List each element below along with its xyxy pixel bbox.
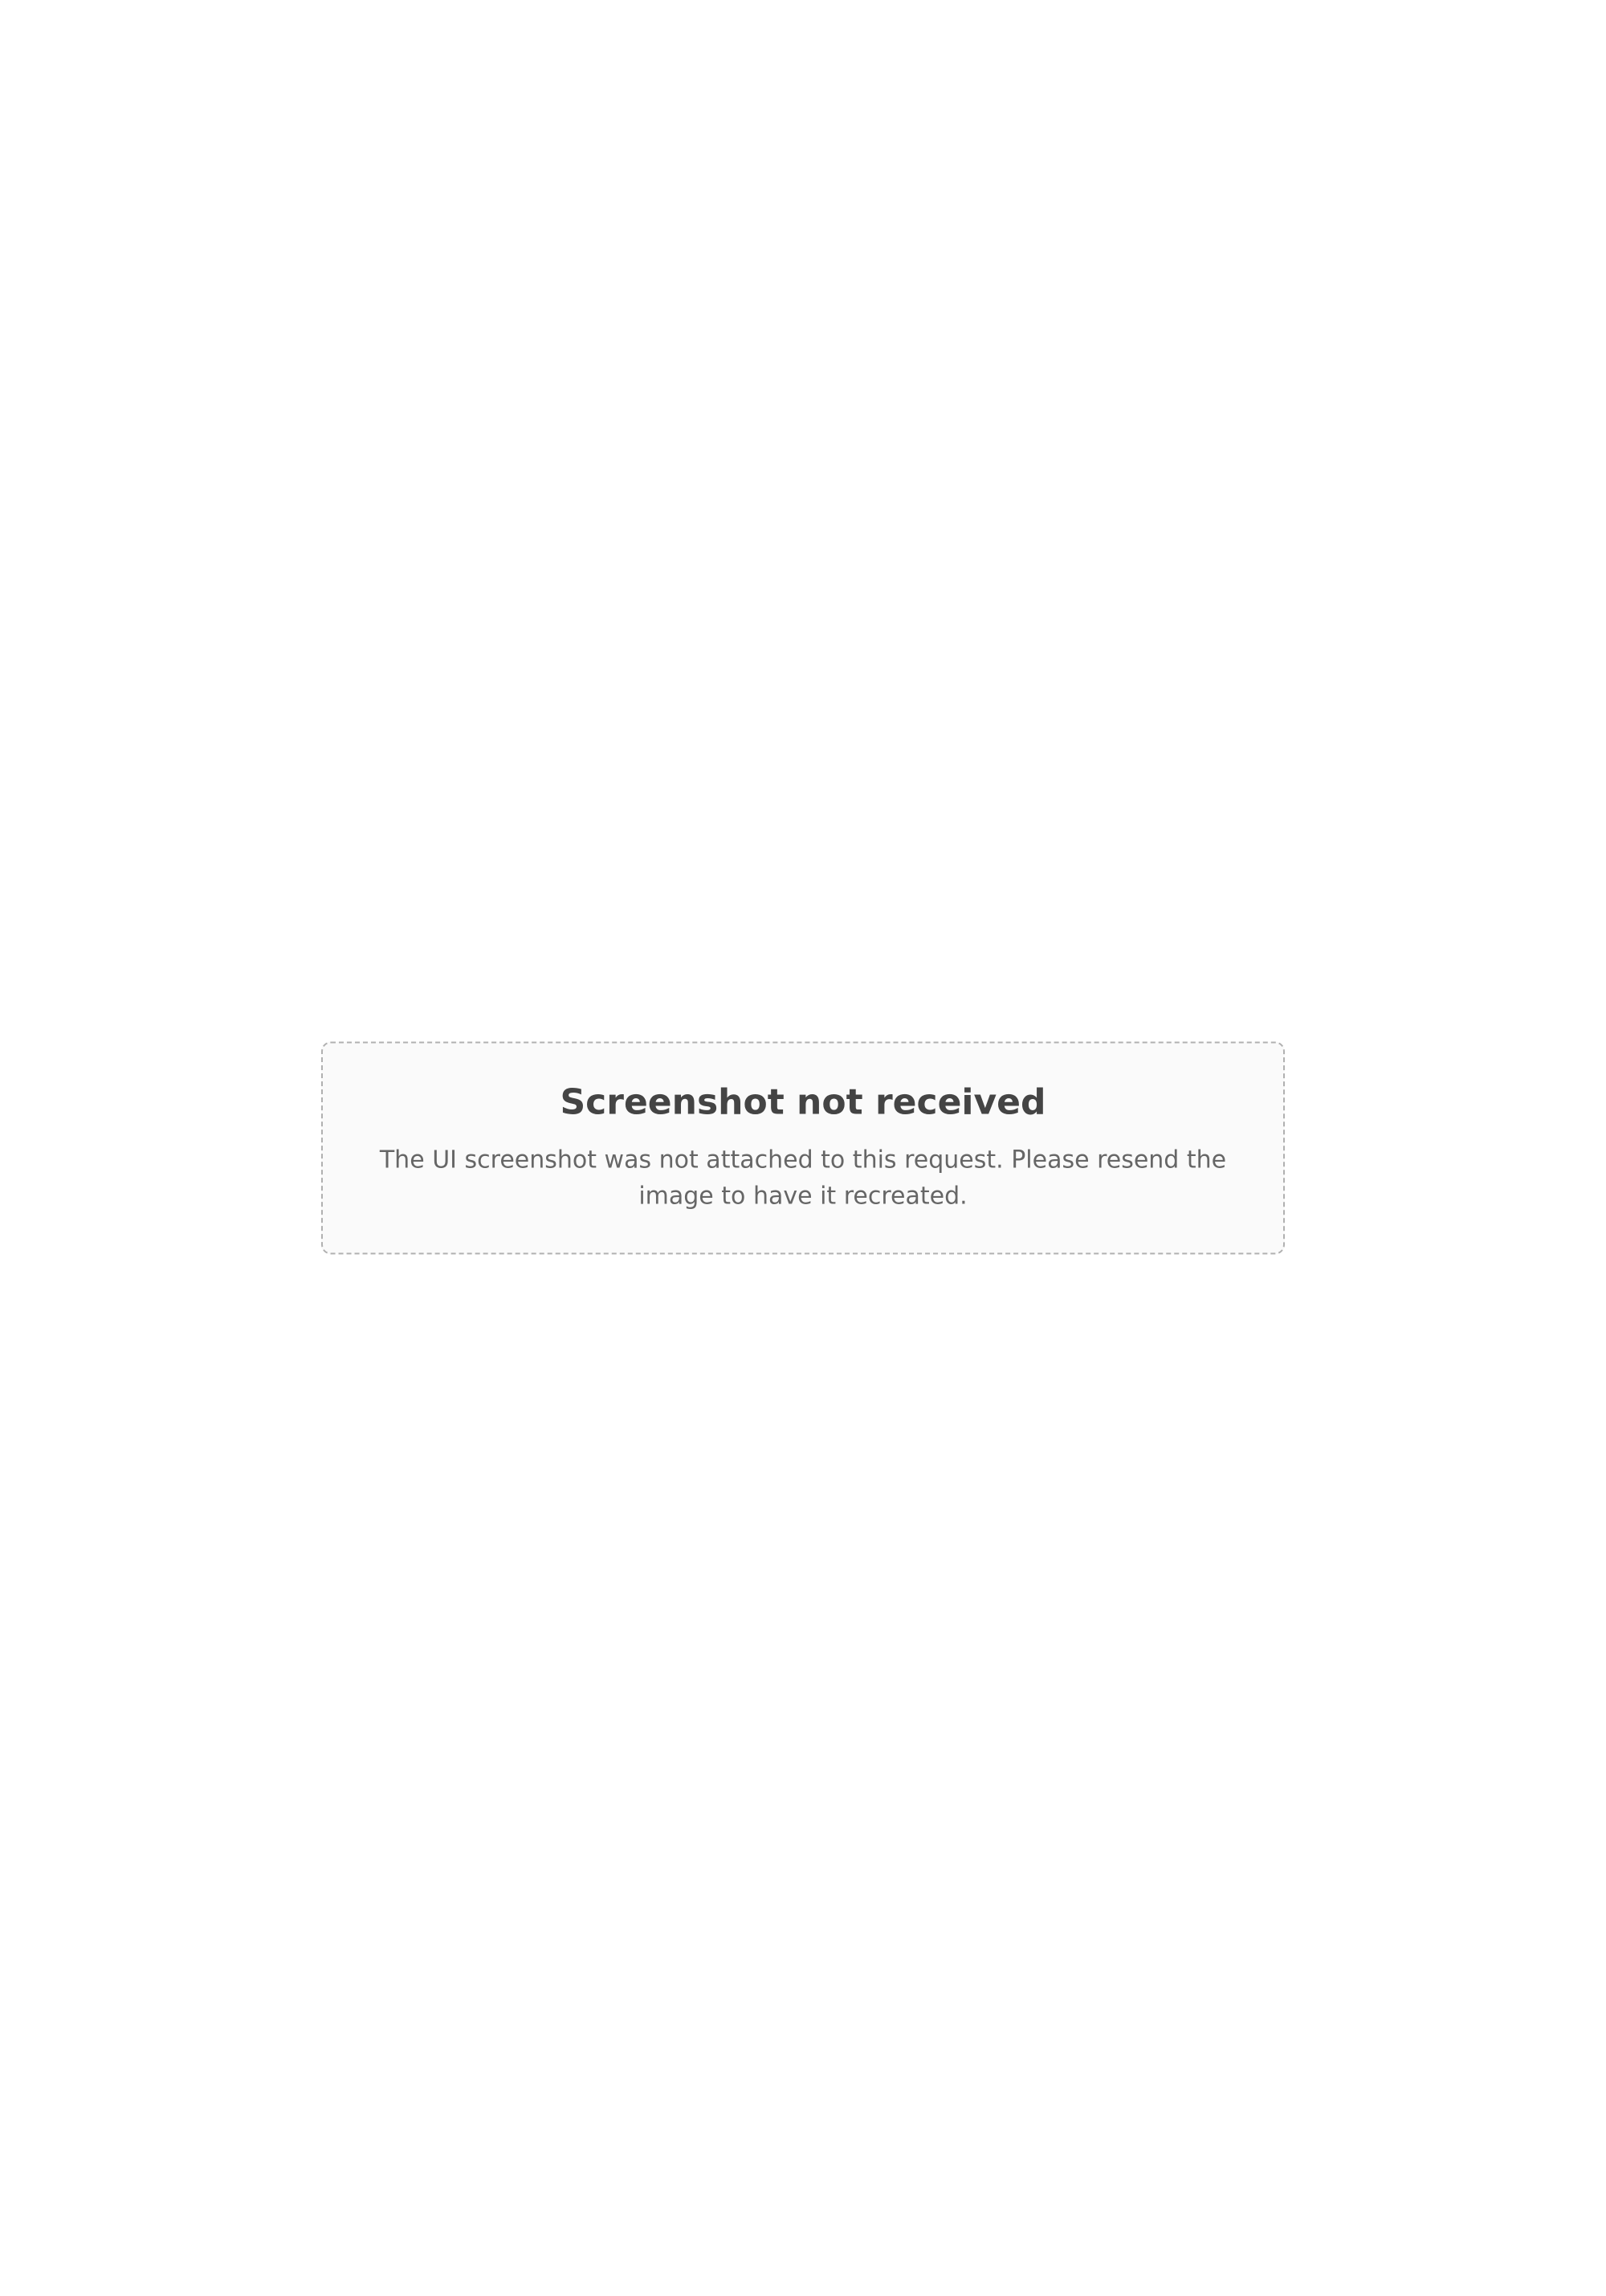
notice-message: The UI screenshot was not attached to this request. Please resend the image to have it recreated. bbox=[379, 1146, 1227, 1211]
notice-title: Screenshot not received bbox=[560, 1081, 1046, 1123]
missing-image-notice bbox=[321, 1042, 1285, 1255]
